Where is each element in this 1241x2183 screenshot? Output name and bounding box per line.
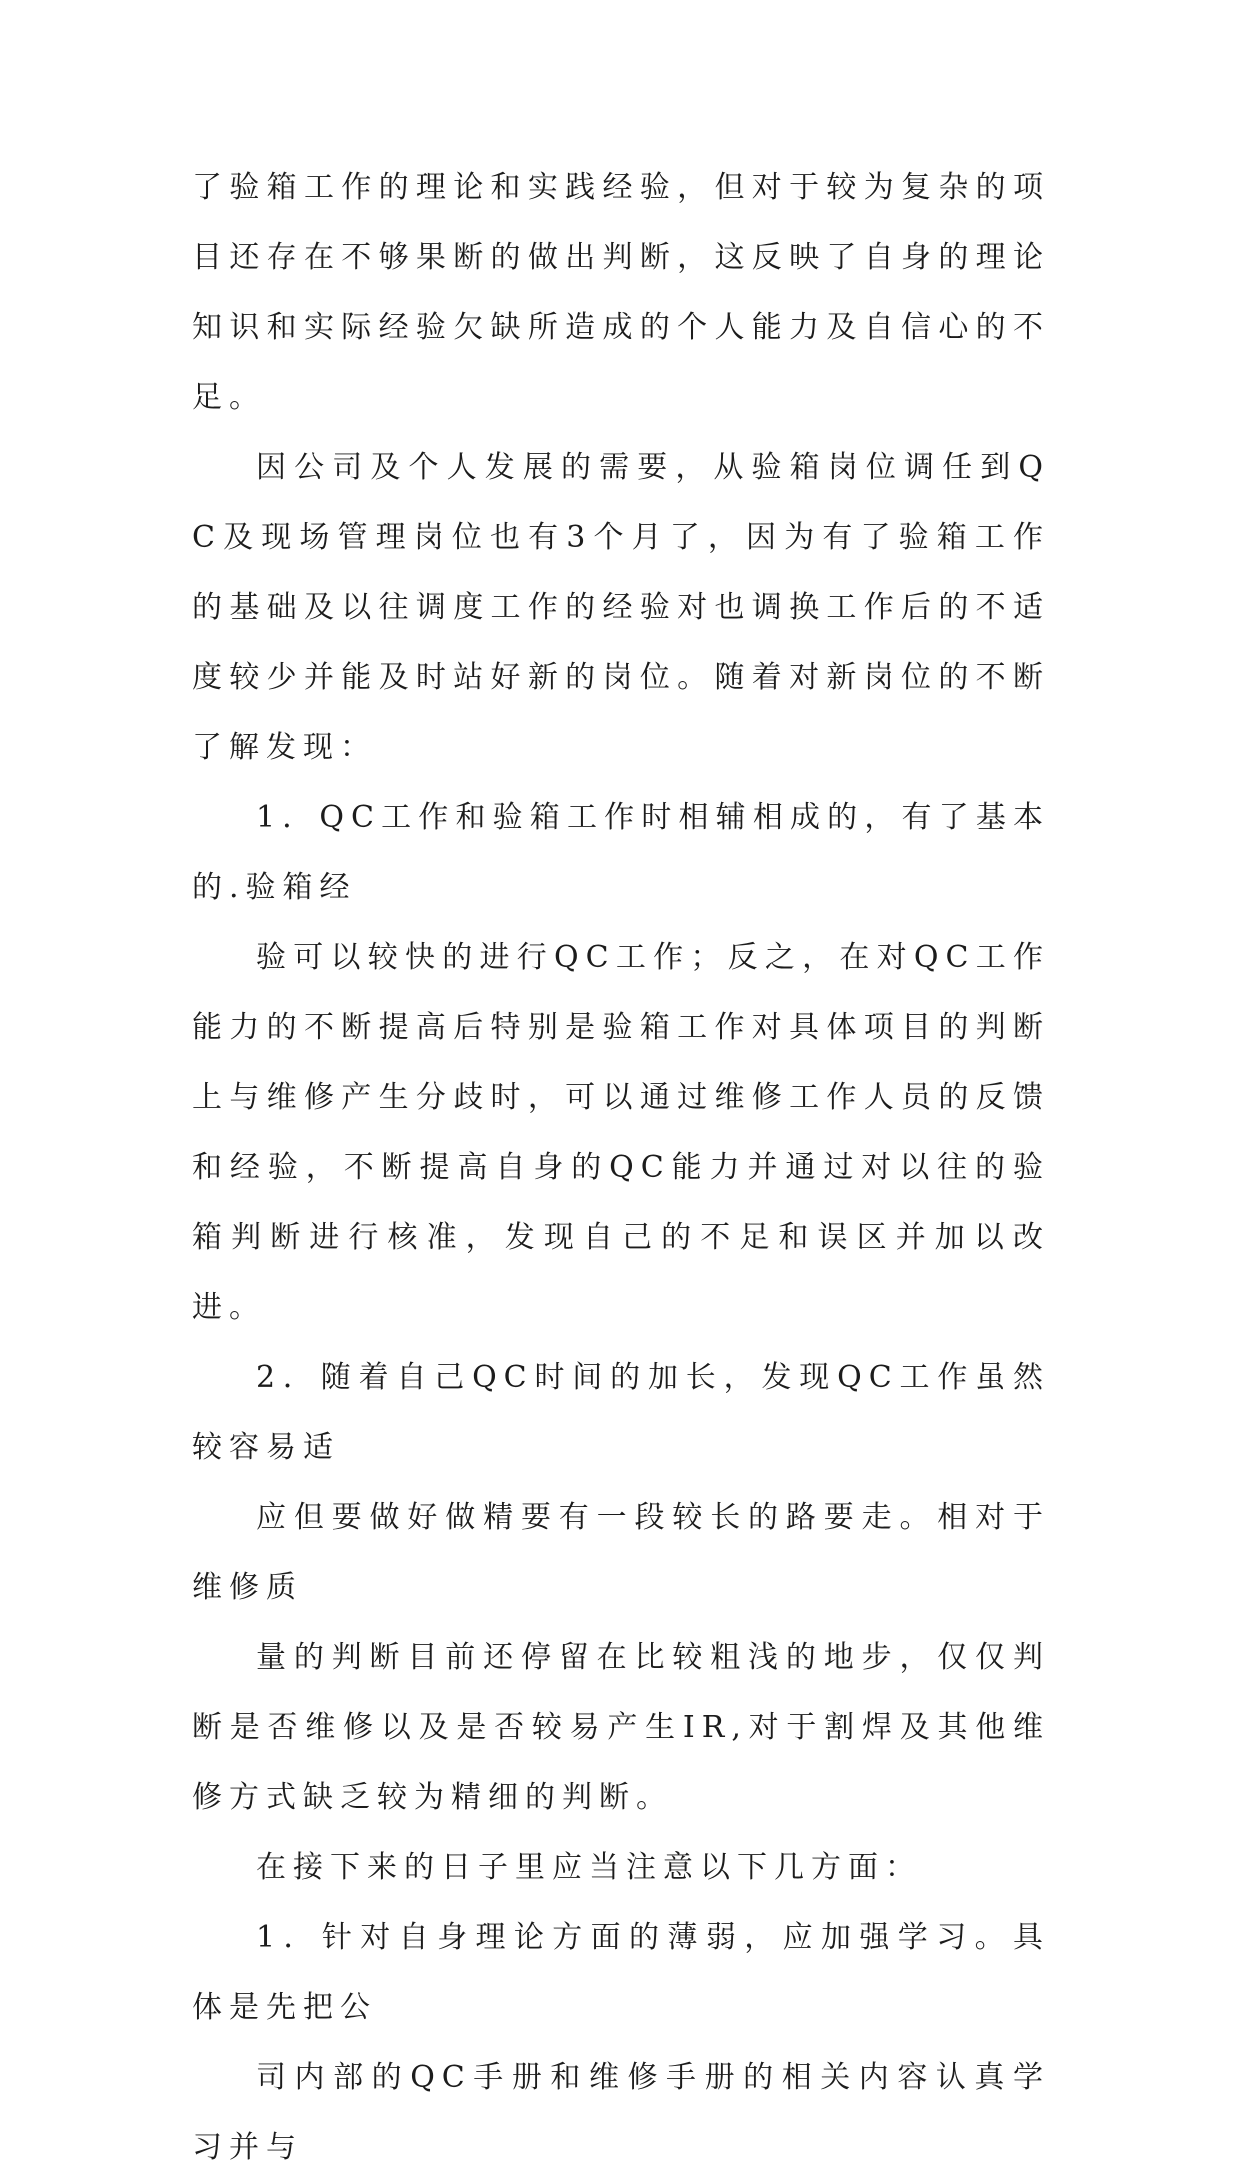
paragraph: 2．随着自己QC时间的加长，发现QC工作虽然较容易适 [192,1360,1050,1465]
document-body [192,153,1050,2183]
paragraph: 1．QC工作和验箱工作时相辅相成的，有了基本的.验箱经 [192,800,1050,905]
paragraph: 因公司及个人发展的需要，从验箱岗位调任到QC及现场管理岗位也有3个月了，因为有了验箱工作的基础及以往调度工作的经验对也调换工作后的不适度较少并能及时站好新的岗位。随着对新岗位的不断了解发现： [192,450,1050,765]
paragraph: 了验箱工作的理论和实践经验，但对于较为复杂的项目还存在不够果断的做出判断，这反映了自身的理论知识和实际经验欠缺所造成的个人能力及自信心的不足。 [192,170,1050,415]
paragraph: 量的判断目前还停留在比较粗浅的地步，仅仅判断是否维修以及是否较易产生IR,对于割焊及其他维修方式缺乏较为精细的判断。 [192,1640,1050,1815]
paragraph: 司内部的QC手册和维修手册的相关内容认真学习并与 [192,2060,1050,2165]
paragraph: 验可以较快的进行QC工作；反之，在对QC工作能力的不断提高后特别是验箱工作对具体项目的判断上与维修产生分歧时，可以通过维修工作人员的反馈和经验，不断提高自身的QC能力并通过对以往的验箱判断进行核准，发现自己的不足和误区并加以改进。 [192,940,1050,1325]
paragraph: 1．针对自身理论方面的薄弱，应加强学习。具体是先把公 [192,1920,1050,2025]
paragraph: 在接下来的日子里应当注意以下几方面： [256,1850,922,1885]
paragraph: 应但要做好做精要有一段较长的路要走。相对于维修质 [192,1500,1050,1605]
